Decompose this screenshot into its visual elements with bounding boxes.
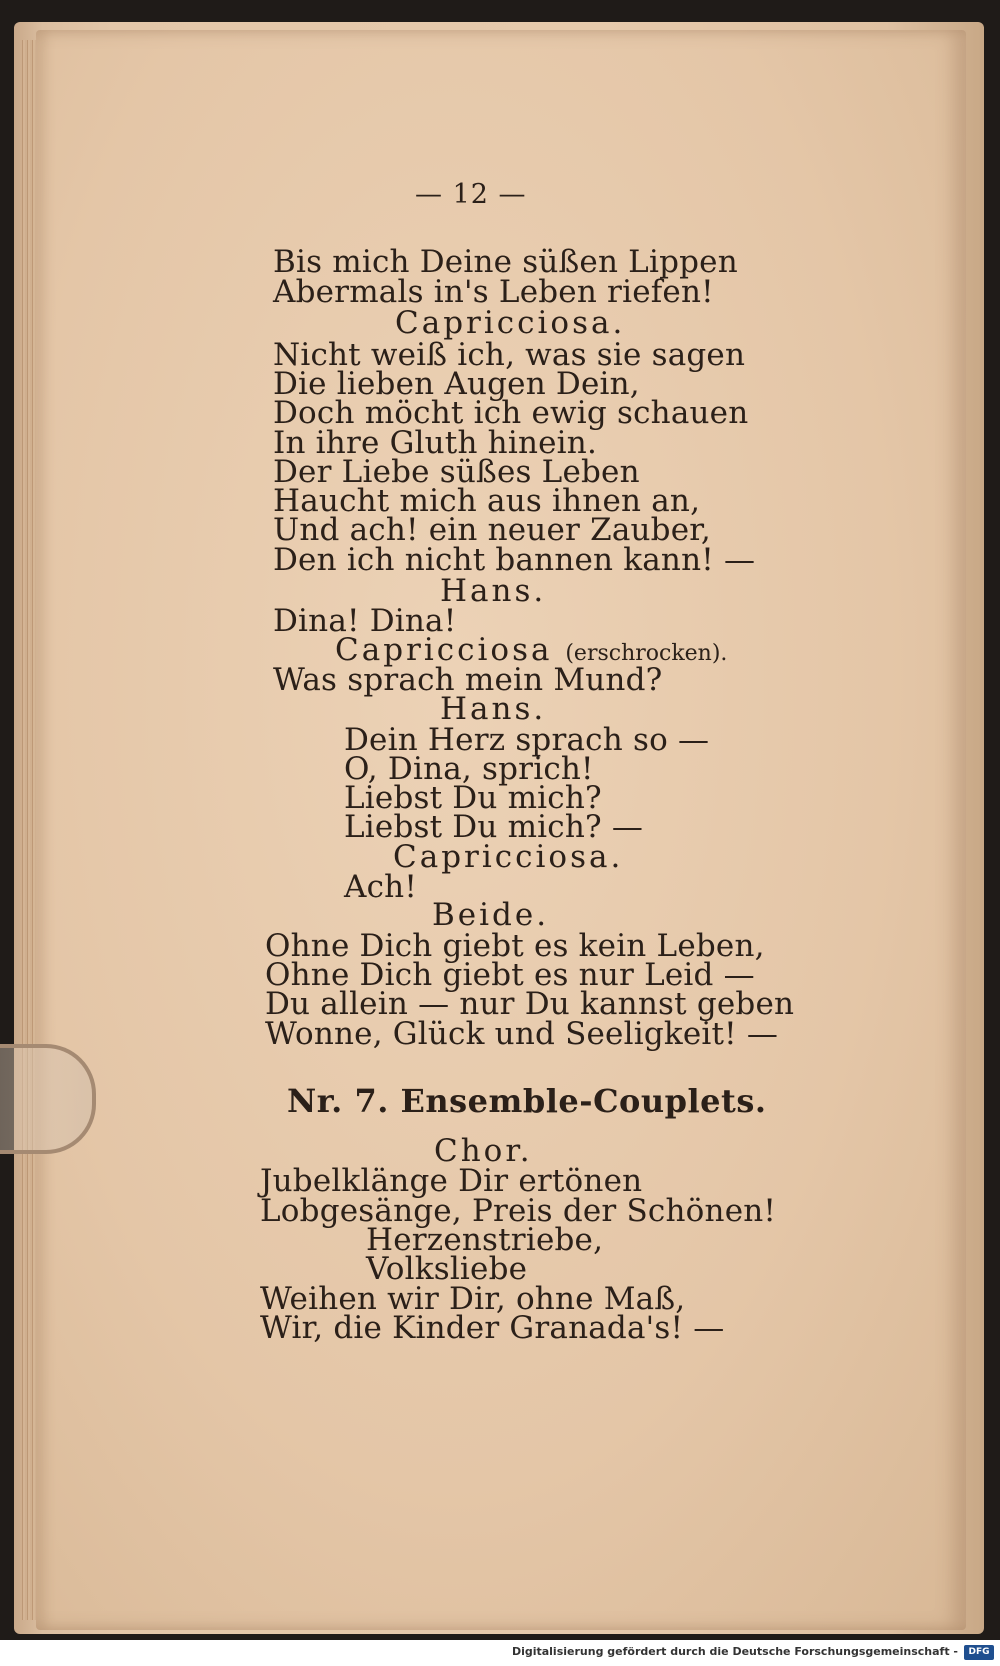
speaker-capricciosa: Capricciosa (335, 632, 553, 668)
verse-line: Lobgesänge, Preis der Schönen! (260, 1193, 777, 1229)
stage-direction: (erschrocken). (565, 641, 728, 666)
speaker-name: Beide. (432, 897, 550, 933)
verse-line: Herzenstriebe, (366, 1222, 604, 1258)
page-number: — 12 — (415, 179, 527, 210)
verse-line: Jubelklänge Dir ertönen (260, 1163, 643, 1199)
speaker-name: Capricciosa. (395, 305, 626, 341)
verse-line: Was sprach mein Mund? (273, 662, 663, 698)
footer-credit: Digitalisierung gefördert durch die Deutsche Forschungsgemeinschaft - (511, 1645, 958, 1658)
verse-line: In ihre Gluth hinein. (273, 425, 598, 461)
speaker-name: Hans. (440, 691, 547, 727)
dfg-logo-icon: DFG (964, 1645, 994, 1660)
verse-line: Volksliebe (366, 1251, 528, 1287)
verse-line: Liebst Du mich? — (344, 809, 644, 845)
verse-line: Und ach! ein neuer Zauber, (273, 512, 711, 548)
verse-line: Liebst Du mich? (344, 780, 602, 816)
verse-line: Abermals in's Leben riefen! (273, 274, 714, 310)
verse-line: Der Liebe süßes Leben (273, 454, 640, 490)
verse-line: Den ich nicht bannen kann! — (273, 542, 756, 578)
verse-line: Ohne Dich giebt es kein Leben, (265, 928, 765, 964)
verse-line: Doch möcht ich ewig schauen (273, 395, 749, 431)
verse-line: O, Dina, sprich! (344, 751, 594, 787)
verse-line: Dein Herz sprach so — (344, 722, 710, 758)
verse-line: Weihen wir Dir, ohne Maß, (260, 1281, 686, 1317)
speaker-name: Chor. (434, 1133, 533, 1169)
verse-line: Du allein — nur Du kannst geben (265, 986, 795, 1022)
verse-line: Dina! Dina! (273, 603, 457, 639)
verse-line: Haucht mich aus ihnen an, (273, 483, 701, 519)
section-heading: Nr. 7. Ensemble-Couplets. (287, 1082, 767, 1120)
verse-line: Die lieben Augen Dein, (273, 366, 640, 402)
digitization-footer (0, 1640, 1000, 1666)
verse-line: Ohne Dich giebt es nur Leid — (265, 957, 755, 993)
verse-line: Nicht weiß ich, was sie sagen (273, 337, 746, 373)
speaker-name: Hans. (440, 573, 547, 609)
verse-line: Wonne, Glück und Seeligkeit! — (265, 1016, 779, 1052)
verse-line: Bis mich Deine süßen Lippen (273, 244, 738, 280)
speaker-name: Capricciosa. (393, 839, 624, 875)
verse-line: Wir, die Kinder Granada's! — (260, 1310, 725, 1346)
verse-line: Ach! (344, 869, 417, 905)
